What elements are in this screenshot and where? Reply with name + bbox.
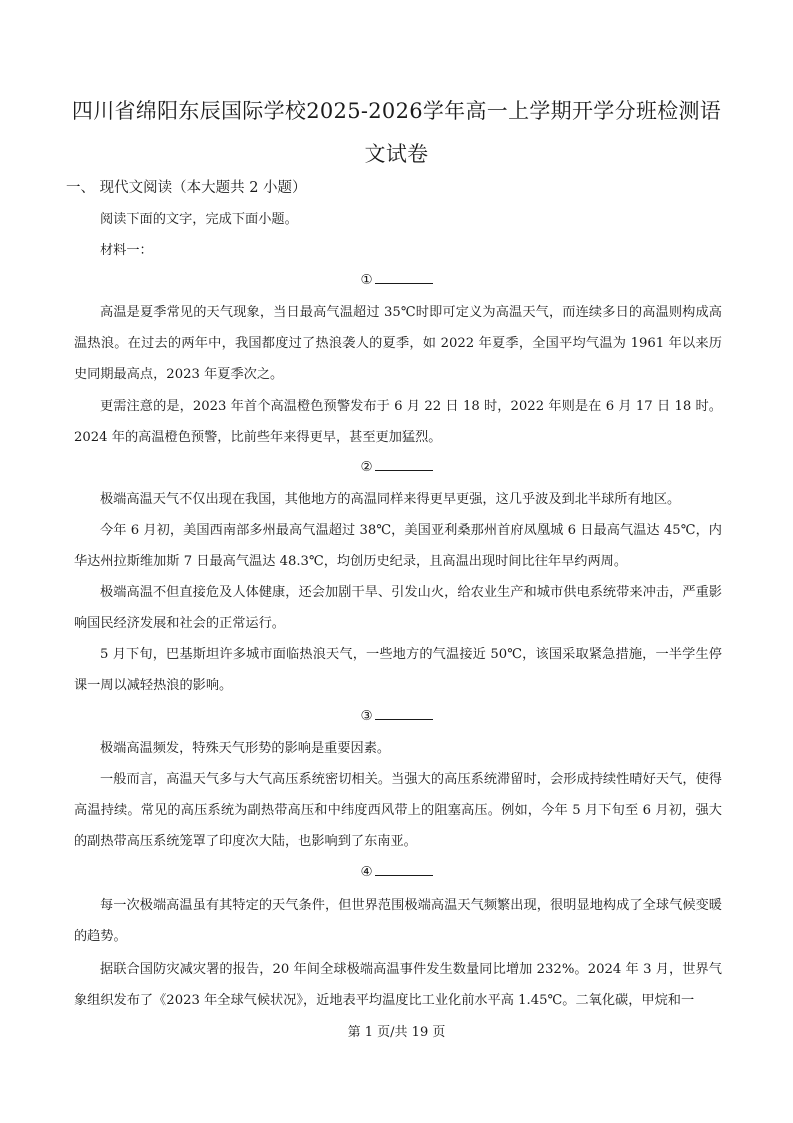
blank-marker: ② bbox=[360, 459, 373, 475]
fill-in-blank-line bbox=[375, 705, 433, 720]
subheading-blank-2 bbox=[0, 456, 793, 478]
paragraph: 据联合国防灾减灾署的报告，20 年间全球极端高温事件发生数量同比增加 232%。2024 年 3 月，世界气象组织发布了《2023 年全球气候状况》，近地表平均温度比工业化前水平高 1.45℃。二氧化碳，甲烷和一 bbox=[74, 962, 722, 1008]
paragraph: 今年 6 月初，美国西南部多州最高气温超过 38℃，美国亚利桑那州首府凤凰城 6 日最高气温达 45℃，内华达州拉斯维加斯 7 日最高气温达 48.3℃，均创历史纪录，且高温出现时间比往年早约两周。 bbox=[74, 523, 722, 569]
reading-instruction: 阅读下面的文字，完成下面小题。 bbox=[100, 212, 298, 227]
paragraph: 一般而言，高温天气多与大气高压系统密切相关。当强大的高压系统滞留时，会形成持续性晴好天气，使得高温持续。常见的高压系统为副热带高压和中纬度西风带上的阻塞高压。例如，今年 5 月下旬至 6 月初，强大的副热带高压系统笼罩了印度次大陆，也影响到了东南亚。 bbox=[74, 772, 722, 849]
paragraph: 每一次极端高温虽有其特定的天气条件，但世界范围极端高温天气频繁出现，很明显地构成了全球气候变暖的趋势。 bbox=[74, 898, 722, 944]
fill-in-blank-line bbox=[375, 861, 433, 876]
document-title-line-1: 四川省绵阳东辰国际学校2025-2026学年高一上学期开学分班检测语 bbox=[71, 99, 722, 123]
blank-marker: ③ bbox=[360, 708, 373, 724]
paragraph: 极端高温天气不仅出现在我国，其他地方的高温同样来得更早更强，这几乎波及到北半球所有地区。 bbox=[100, 492, 681, 507]
paragraph: 极端高温不但直接危及人体健康，还会加剧干旱、引发山火，给农业生产和城市供电系统带来冲击，严重影响国民经济发展和社会的正常运行。 bbox=[74, 585, 722, 631]
subheading-blank-1 bbox=[0, 269, 793, 291]
fill-in-blank-line bbox=[375, 456, 433, 471]
fill-in-blank-line bbox=[375, 269, 433, 284]
paragraph: 极端高温频发，特殊天气形势的影响是重要因素。 bbox=[100, 741, 391, 756]
material-label: 材料一： bbox=[100, 243, 153, 258]
blank-marker: ④ bbox=[360, 864, 373, 880]
paragraph: 5 月下旬，巴基斯坦许多城市面临热浪天气，一些地方的气温接近 50℃，该国采取紧急措施，一半学生停课一周以减轻热浪的影响。 bbox=[74, 647, 722, 693]
paragraph: 高温是夏季常见的天气现象，当日最高气温超过 35℃时即可定义为高温天气，而连续多日的高温则构成高温热浪。在过去的两年中，我国都度过了热浪袭人的夏季，如 2022 年夏季，全国平均气温为 1961 年以来历史同期最高点，2023 年夏季次之。 bbox=[74, 305, 722, 382]
document-title-line-2: 文试卷 bbox=[364, 142, 429, 166]
paragraph: 更需注意的是，2023 年首个高温橙色预警发布于 6 月 22 日 18 时，2022 年则是在 6 月 17 日 18 时。2024 年的高温橙色预警，比前些年来得更早，甚至更加猛烈。 bbox=[74, 399, 722, 445]
subheading-blank-3 bbox=[0, 705, 793, 727]
blank-marker: ① bbox=[360, 272, 373, 288]
subheading-blank-4 bbox=[0, 861, 793, 883]
page-footer: 第 1 页/共 19 页 bbox=[347, 1025, 446, 1040]
section-heading: 一、 现代文阅读（本大题共 2 小题） bbox=[66, 180, 307, 196]
